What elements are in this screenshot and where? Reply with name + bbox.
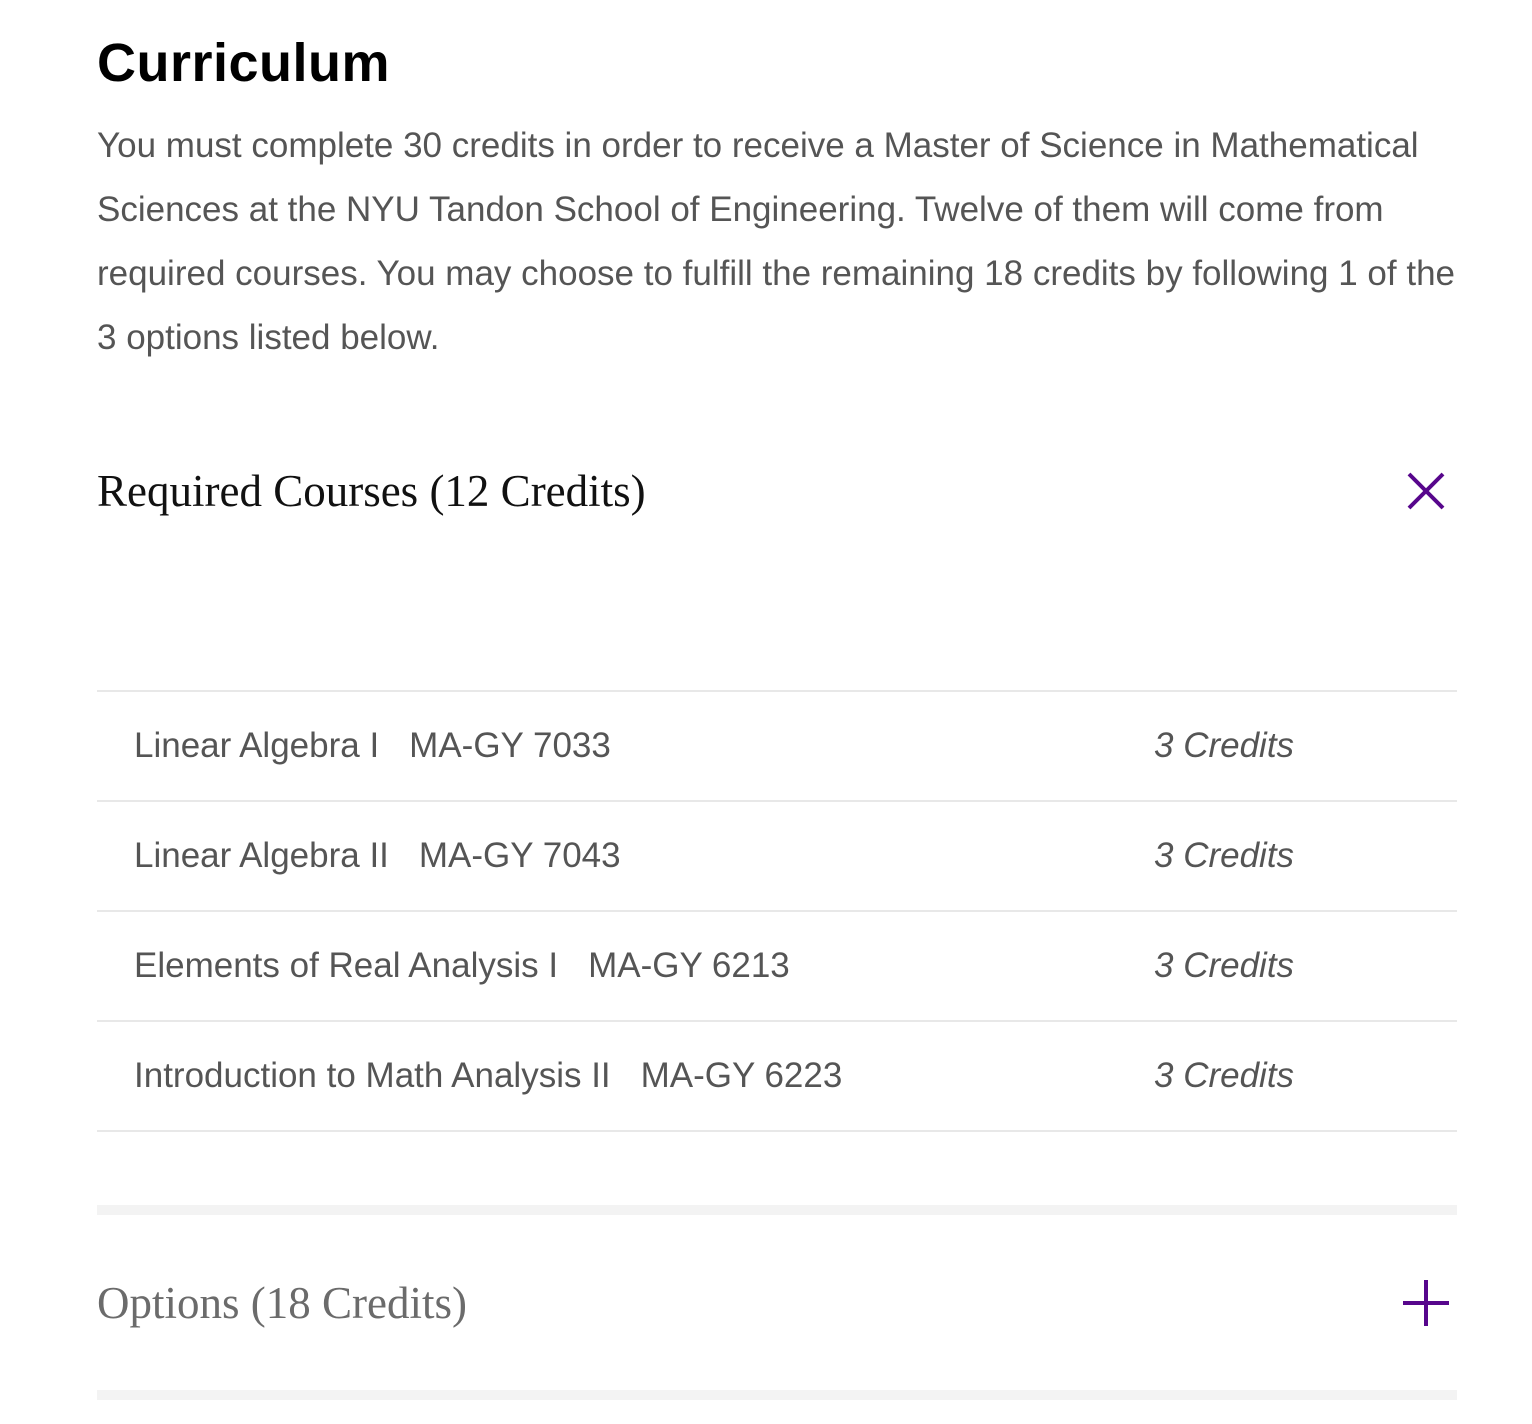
course-row bbox=[97, 1022, 1457, 1132]
required-courses-title: Required Courses (12 Credits) bbox=[97, 466, 646, 516]
course-credits: 3 Credits bbox=[1154, 946, 1295, 985]
required-courses-header[interactable] bbox=[97, 456, 1457, 526]
options-header[interactable] bbox=[97, 1268, 1457, 1338]
course-row bbox=[97, 692, 1457, 802]
course-name: Elements of Real Analysis I bbox=[134, 946, 559, 985]
section-divider bbox=[97, 1205, 1457, 1215]
course-code: MA-GY 7033 bbox=[409, 726, 611, 765]
page-title: Curriculum bbox=[97, 33, 391, 93]
course-code: MA-GY 7043 bbox=[418, 836, 621, 875]
options-title: Options (18 Credits) bbox=[97, 1278, 467, 1328]
curriculum-intro: You must complete 30 credits in order to receive a Master of Science in Mathematical Sciences at the NYU Tandon School of Engineering. Twelve of them will come from required courses. You may choose to fulfill the remaining 18 credits by following 1 of the 3 options listed below. bbox=[97, 126, 1455, 357]
course-row bbox=[97, 802, 1457, 912]
course-code: MA-GY 6223 bbox=[640, 1056, 843, 1095]
course-credits: 3 Credits bbox=[1154, 836, 1295, 875]
course-name: Linear Algebra II bbox=[134, 836, 389, 875]
course-name: Introduction to Math Analysis II bbox=[134, 1056, 611, 1095]
course-code: MA-GY 6213 bbox=[588, 946, 790, 985]
course-row bbox=[97, 912, 1457, 1022]
course-name: Linear Algebra I bbox=[134, 726, 380, 765]
section-divider bbox=[97, 1390, 1457, 1400]
close-icon[interactable] bbox=[1397, 462, 1455, 520]
plus-icon[interactable] bbox=[1397, 1274, 1455, 1332]
course-credits: 3 Credits bbox=[1154, 1056, 1295, 1095]
required-courses-table bbox=[97, 690, 1457, 1132]
course-credits: 3 Credits bbox=[1154, 726, 1295, 765]
